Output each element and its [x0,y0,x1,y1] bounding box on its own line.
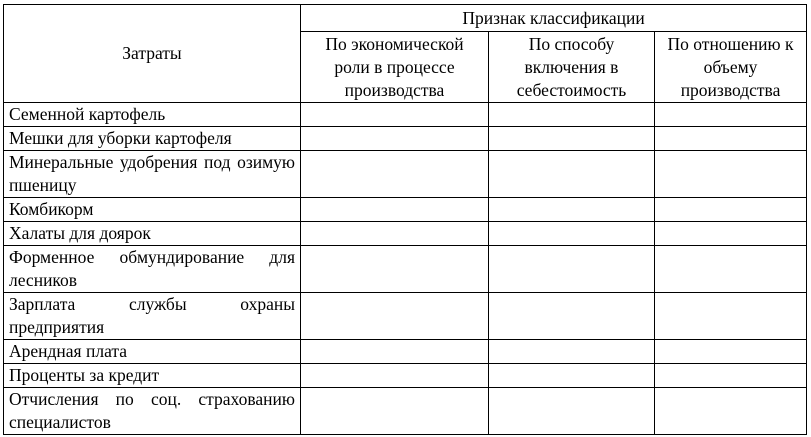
row-label: Зарплата службы охраны предприятия [4,293,301,340]
row-label: Форменное обмундирование для лесников [4,246,301,293]
answer-cell-cost-inclusion[interactable] [489,127,655,151]
answer-cell-volume-relation[interactable] [655,246,807,293]
table-row [4,222,807,246]
row-label: Комбикорм [4,198,301,222]
row-label: Отчисления по соц. страхованию специалистов [4,388,301,435]
answer-cell-volume-relation[interactable] [655,222,807,246]
table-row [4,364,807,388]
table-row [4,151,807,198]
answer-cell-economic-role[interactable] [301,364,489,388]
answer-cell-volume-relation[interactable] [655,364,807,388]
answer-cell-economic-role[interactable] [301,198,489,222]
answer-cell-economic-role[interactable] [301,151,489,198]
table-row [4,198,807,222]
column-header-cost-inclusion: По способу включения в себестоимость [489,32,655,103]
answer-cell-volume-relation[interactable] [655,388,807,435]
answer-cell-volume-relation[interactable] [655,151,807,198]
table-row [4,340,807,364]
answer-cell-cost-inclusion[interactable] [489,151,655,198]
answer-cell-cost-inclusion[interactable] [489,198,655,222]
table-row [4,127,807,151]
answer-cell-cost-inclusion[interactable] [489,388,655,435]
answer-cell-volume-relation[interactable] [655,340,807,364]
answer-cell-economic-role[interactable] [301,103,489,127]
row-label: Проценты за кредит [4,364,301,388]
answer-cell-cost-inclusion[interactable] [489,340,655,364]
answer-cell-economic-role[interactable] [301,388,489,435]
table-row [4,293,807,340]
answer-cell-volume-relation[interactable] [655,198,807,222]
table-row [4,103,807,127]
row-label: Мешки для уборки картофеля [4,127,301,151]
column-header-economic-role: По экономической роли в процессе производства [301,32,489,103]
answer-cell-economic-role[interactable] [301,293,489,340]
row-label: Халаты для доярок [4,222,301,246]
answer-cell-economic-role[interactable] [301,127,489,151]
answer-cell-economic-role[interactable] [301,340,489,364]
answer-cell-cost-inclusion[interactable] [489,246,655,293]
classification-group-header: Признак классификации [301,5,807,32]
answer-cell-volume-relation[interactable] [655,293,807,340]
answer-cell-cost-inclusion[interactable] [489,364,655,388]
costs-column-header: Затраты [4,5,301,103]
table-row [4,246,807,293]
answer-cell-cost-inclusion[interactable] [489,103,655,127]
answer-cell-cost-inclusion[interactable] [489,222,655,246]
row-label: Арендная плата [4,340,301,364]
answer-cell-volume-relation[interactable] [655,103,807,127]
answer-cell-volume-relation[interactable] [655,127,807,151]
row-label: Минеральные удобрения под озимую пшеницу [4,151,301,198]
table-row [4,388,807,435]
row-label: Семенной картофель [4,103,301,127]
answer-cell-economic-role[interactable] [301,222,489,246]
column-header-volume-relation: По отношению к объему производства [655,32,807,103]
cost-classification-table [3,4,807,435]
answer-cell-cost-inclusion[interactable] [489,293,655,340]
answer-cell-economic-role[interactable] [301,246,489,293]
